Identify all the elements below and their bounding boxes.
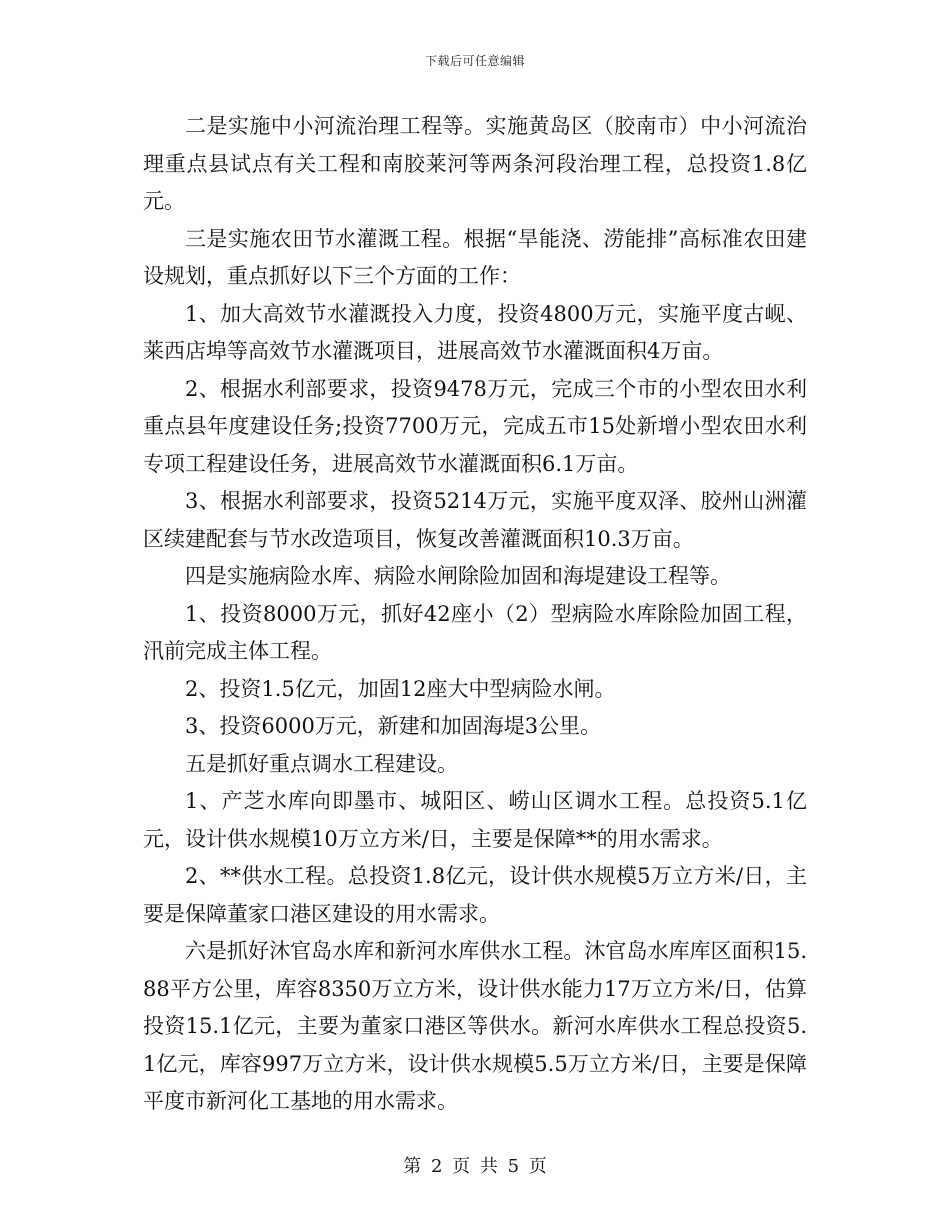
paragraph-irrigation-item-3: 3、根据水利部要求，投资5214万元，实施平度双泽、胶州山洲灌区续建配套与节水改造项目，恢复改善灌溉面积10.3万亩。 [143,489,807,551]
paragraph-water-transfer-intro: 五是抓好重点调水工程建设。 [185,751,458,776]
paragraph-water-supply: 六是抓好沐官岛水库和新河水库供水工程。沐官岛水库库区面积15.88平方公里，库容8350万立方米，设计供水能力17万立方米/日，估算投资15.1亿元，主要为董家口港区等供水。新河水库供水工程总投资5.1亿元，库容997万立方米，设计供水规模5.5万立方米/日，主要是保障平度市新河化工基地的用水需求。 [143,939,807,1113]
paragraph-reservoir-item-1: 1、投资8000万元，抓好42座小（2）型病险水库除险加固工程，汛前完成主体工程。 [143,601,807,663]
page-number-footer: 第 2 页 共 5 页 [403,1156,547,1177]
paragraph-reservoir-intro: 四是实施病险水库、病险水闸除险加固和海堤建设工程等。 [185,564,731,588]
paragraph-irrigation-item-1: 1、加大高效节水灌溉投入力度，投资4800万元，实施平度古岘、莱西店埠等高效节水灌溉项目，进展高效节水灌溉面积4万亩。 [143,301,807,363]
document-body [143,108,807,1121]
paragraph-reservoir-item-2: 2、投资1.5亿元，加固12座大中型病险水闸。 [185,676,616,701]
page-header-note: 下载后可任意编辑 [424,54,525,68]
paragraph-water-transfer-item-2: 2、**供水工程。总投资1.8亿元，设计供水规模5万立方米/日，主要是保障董家口港区建设的用水需求。 [143,864,807,926]
paragraph-river-governance: 二是实施中小河流治理工程等。实施黄岛区（胶南市）中小河流治理重点县试点有关工程和南胶莱河等两条河段治理工程，总投资1.8亿元。 [143,114,807,213]
paragraph-irrigation-item-2: 2、根据水利部要求，投资9478万元，完成三个市的小型农田水利重点县年度建设任务;投资7700万元，完成五市15处新增小型农田水利专项工程建设任务，进展高效节水灌溉面积6.1万亩。 [143,376,807,476]
paragraph-irrigation-intro: 三是实施农田节水灌溉工程。根据“旱能浇、涝能排”高标准农田建设规划，重点抓好以下三个方面的工作： [143,226,807,288]
paragraph-reservoir-item-3: 3、投资6000万元，新建和加固海堤3公里。 [185,714,602,738]
paragraph-water-transfer-item-1: 1、产芝水库向即墨市、城阳区、崂山区调水工程。总投资5.1亿元，设计供水规模10万立方米/日，主要是保障**的用水需求。 [143,789,807,851]
